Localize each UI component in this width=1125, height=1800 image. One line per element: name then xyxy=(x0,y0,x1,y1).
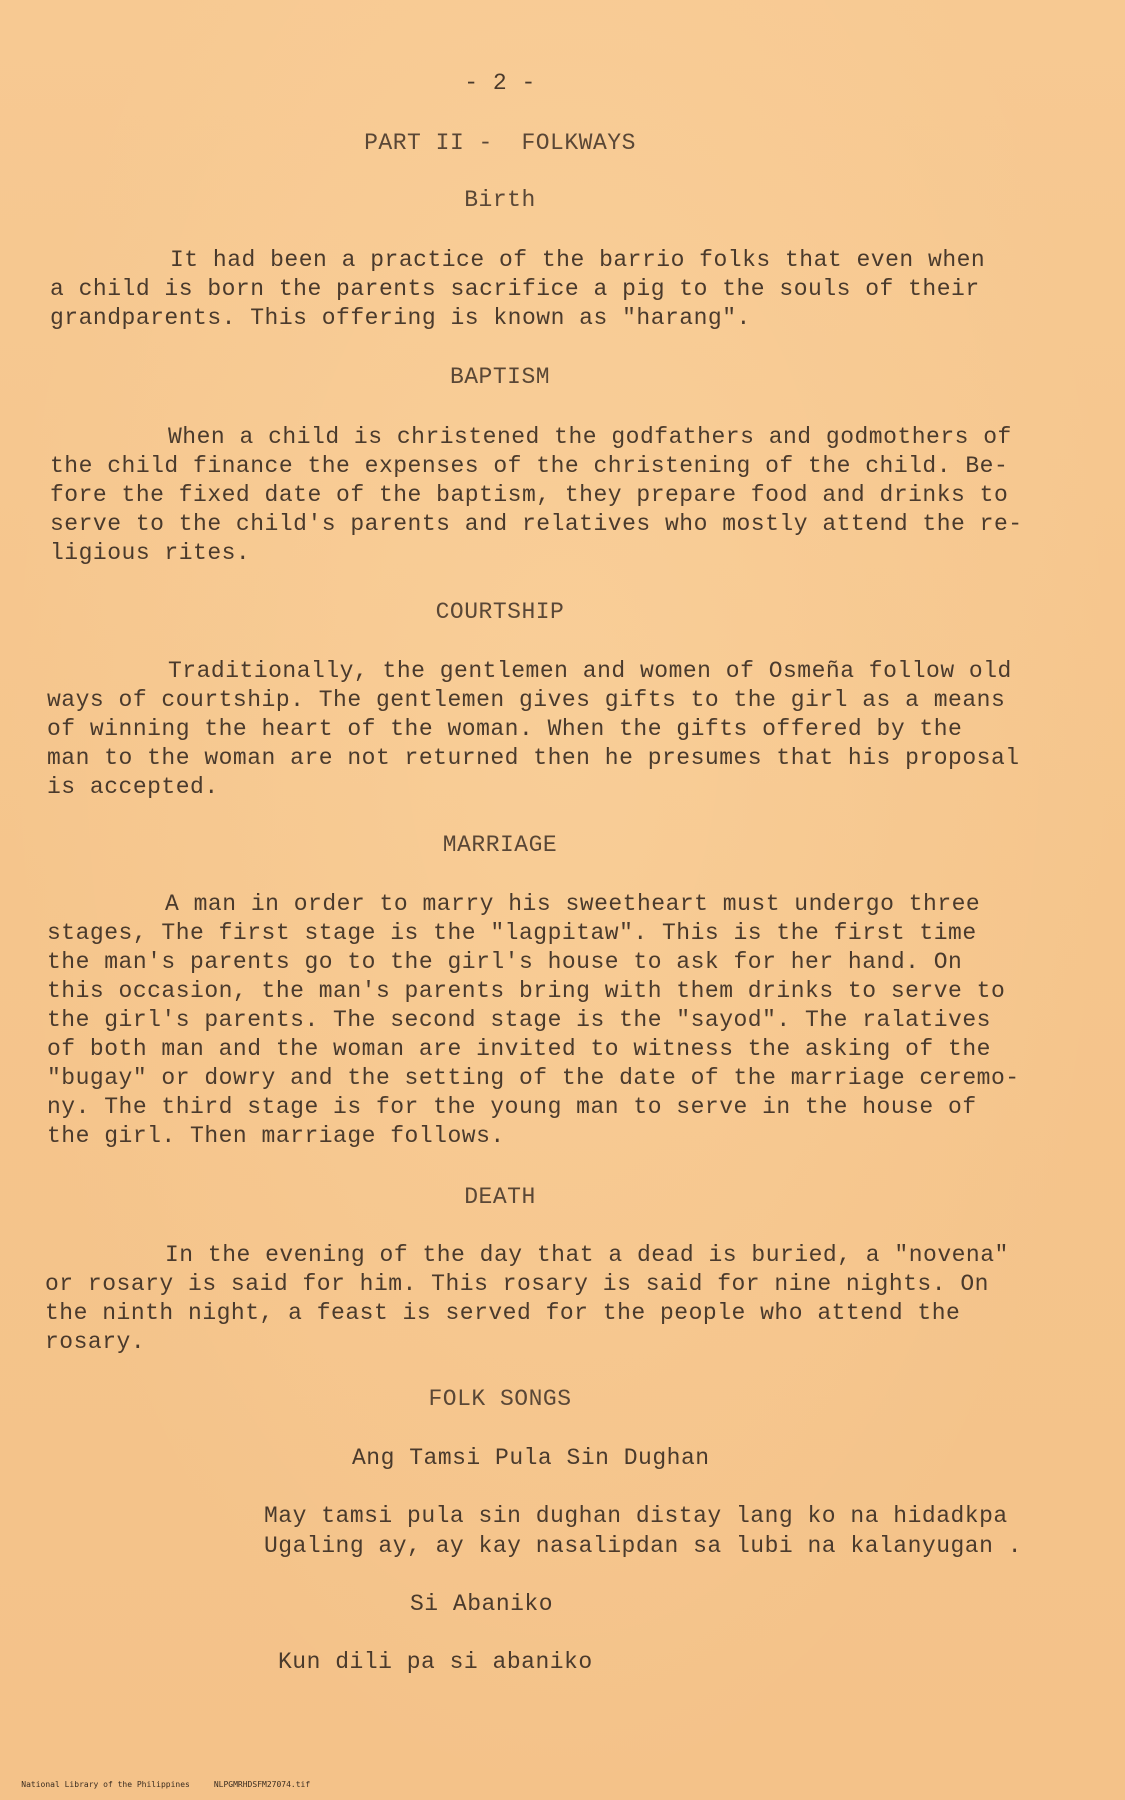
marriage-line-5: the girl's parents. The second stage is the "sayod". The ralatives xyxy=(47,1007,991,1033)
birth-heading: Birth xyxy=(464,187,536,213)
baptism-line-1: When a child is christened the godfathers and godmothers of xyxy=(168,424,1012,450)
marriage-line-4: this occasion, the man's parents bring with them drinks to serve to xyxy=(47,978,1006,1004)
death-line-1: In the evening of the day that a dead is buried, a "novena" xyxy=(165,1242,1009,1268)
marriage-heading: MARRIAGE xyxy=(442,832,558,858)
marriage-line-3: the man's parents go to the girl's house to ask for her hand. On xyxy=(47,949,963,975)
scan-footer xyxy=(2,1771,334,1798)
page-number: - 2 - xyxy=(464,70,536,96)
birth-line-1: It had been a practice of the barrio folks that even when xyxy=(170,247,986,273)
birth-line-2: a child is born the parents sacrifice a pig to the souls of their xyxy=(50,276,980,302)
song1-title: Ang Tamsi Pula Sin Dughan xyxy=(352,1445,710,1471)
footer-file: NLPGMRHDSFM27074.tif xyxy=(213,1780,311,1789)
death-line-2: or rosary is said for him. This rosary is said for nine nights. On xyxy=(45,1271,989,1297)
baptism-line-3: fore the fixed date of the baptism, they prepare food and drinks to xyxy=(50,482,1009,508)
marriage-line-8: ny. The third stage is for the young man to serve in the house of xyxy=(47,1094,977,1120)
marriage-line-2: stages, The first stage is the "lagpitaw". This is the first time xyxy=(47,920,977,946)
courtship-line-4: man to the woman are not returned then he presumes that his proposal xyxy=(47,745,1020,771)
courtship-line-5: is accepted. xyxy=(47,774,219,800)
baptism-heading: BAPTISM xyxy=(449,364,551,390)
baptism-line-4: serve to the child's parents and relatives who mostly attend the re- xyxy=(50,511,1023,537)
song2-line-1: Kun dili pa si abaniko xyxy=(278,1649,593,1675)
marriage-line-1: A man in order to marry his sweetheart must undergo three xyxy=(165,891,981,917)
death-heading: DEATH xyxy=(464,1184,536,1210)
song1-line-1: May tamsi pula sin dughan distay lang ko na hidadkpa xyxy=(264,1503,1008,1529)
birth-line-3: grandparents. This offering is known as "harang". xyxy=(50,305,751,331)
courtship-line-3: of winning the heart of the woman. When the gifts offered by the xyxy=(47,716,963,742)
marriage-line-6: of both man and the woman are invited to witness the asking of the xyxy=(47,1036,991,1062)
courtship-heading: COURTSHIP xyxy=(435,599,565,625)
death-line-4: rosary. xyxy=(45,1329,146,1355)
baptism-line-5: ligious rites. xyxy=(50,540,251,566)
marriage-line-7: "bugay" or dowry and the setting of the date of the marriage ceremo- xyxy=(47,1065,1020,1091)
song2-title: Si Abaniko xyxy=(410,1591,554,1617)
marriage-line-9: the girl. Then marriage follows. xyxy=(47,1123,505,1149)
part-title: PART II - FOLKWAYS xyxy=(364,130,636,156)
footer-library: National Library of the Philippines xyxy=(21,1780,190,1789)
courtship-line-2: ways of courtship. The gentlemen gives gifts to the girl as a means xyxy=(47,687,1006,713)
song1-line-2: Ugaling ay, ay kay nasalipdan sa lubi na kalanyugan . xyxy=(264,1533,1023,1559)
baptism-line-2: the child finance the expenses of the christening of the child. Be- xyxy=(50,453,1009,479)
folk-songs-heading: FOLK SONGS xyxy=(428,1386,572,1412)
courtship-line-1: Traditionally, the gentlemen and women of Osmeña follow old xyxy=(168,658,1012,684)
death-line-3: the ninth night, a feast is served for the people who attend the xyxy=(45,1300,961,1326)
